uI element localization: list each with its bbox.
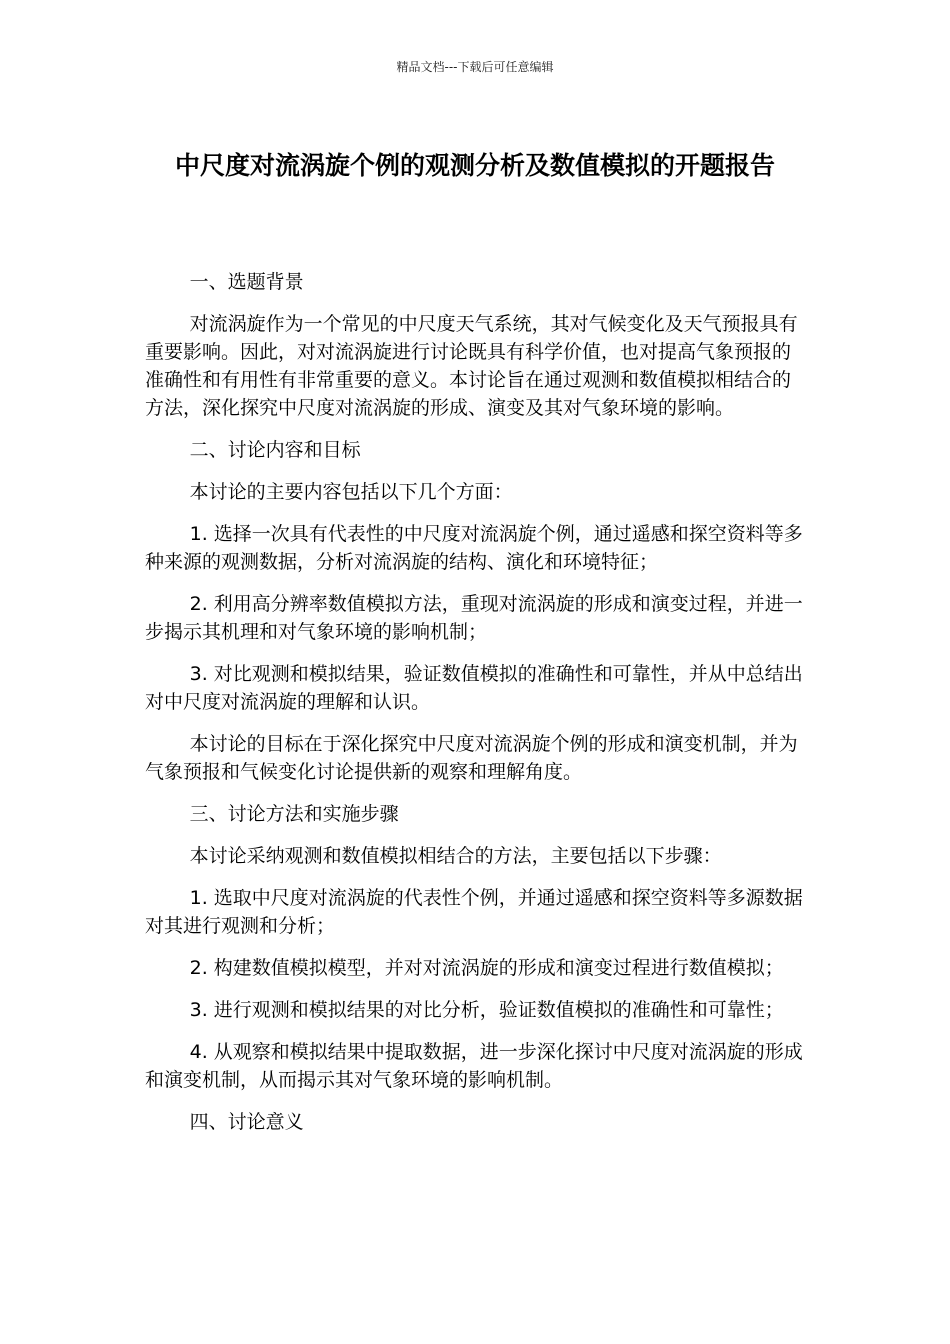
document-body: [145, 268, 805, 1150]
paragraph-goals: 本讨论的目标在于深化探究中尺度对流涡旋个例的形成和演变机制，并为气象预报和气候变化讨论提供新的观察和理解角度。: [145, 733, 798, 783]
section-heading-background: 一、选题背景: [189, 271, 304, 293]
list-item-method-1: 1. 选取中尺度对流涡旋的代表性个例，并通过遥感和探空资料等多源数据对其进行观测和分析；: [145, 887, 803, 937]
paragraph-background: 对流涡旋作为一个常见的中尺度天气系统，其对气候变化及天气预报具有重要影响。因此，对对流涡旋进行讨论既具有科学价值，也对提高气象预报的准确性和有用性有非常重要的意义。本讨论旨在通过观测和数值模拟相结合的方法，深化探究中尺度对流涡旋的形成、演变及其对气象环境的影响。: [145, 313, 798, 419]
list-item-content-2: 2. 利用高分辨率数值模拟方法，重现对流涡旋的形成和演变过程，并进一步揭示其机理和对气象环境的影响机制；: [145, 593, 803, 643]
section-heading-methods: 三、讨论方法和实施步骤: [189, 803, 399, 825]
list-item-method-3: 3. 进行观测和模拟结果的对比分析，验证数值模拟的准确性和可靠性；: [189, 999, 784, 1021]
document-title: 中尺度对流涡旋个例的观测分析及数值模拟的开题报告: [174, 151, 775, 180]
paragraph-methods-intro: 本讨论采纳观测和数值模拟相结合的方法，主要包括以下步骤：: [189, 845, 722, 867]
section-heading-content-goals: 二、讨论内容和目标: [189, 439, 361, 461]
list-item-content-3: 3. 对比观测和模拟结果，验证数值模拟的准确性和可靠性，并从中总结出对中尺度对流涡旋的理解和认识。: [145, 663, 803, 713]
list-item-content-1: 1. 选择一次具有代表性的中尺度对流涡旋个例，通过遥感和探空资料等多种来源的观测数据，分析对流涡旋的结构、演化和环境特征；: [145, 523, 803, 573]
section-heading-significance: 四、讨论意义: [189, 1111, 304, 1133]
list-item-method-2: 2. 构建数值模拟模型，并对对流涡旋的形成和演变过程进行数值模拟；: [189, 957, 784, 979]
header-note: 精品文档---下载后可任意编辑: [396, 60, 554, 74]
list-item-method-4: 4. 从观察和模拟结果中提取数据，进一步深化探讨中尺度对流涡旋的形成和演变机制，从而揭示其对气象环境的影响机制。: [145, 1041, 803, 1091]
paragraph-content-intro: 本讨论的主要内容包括以下几个方面：: [189, 481, 513, 503]
